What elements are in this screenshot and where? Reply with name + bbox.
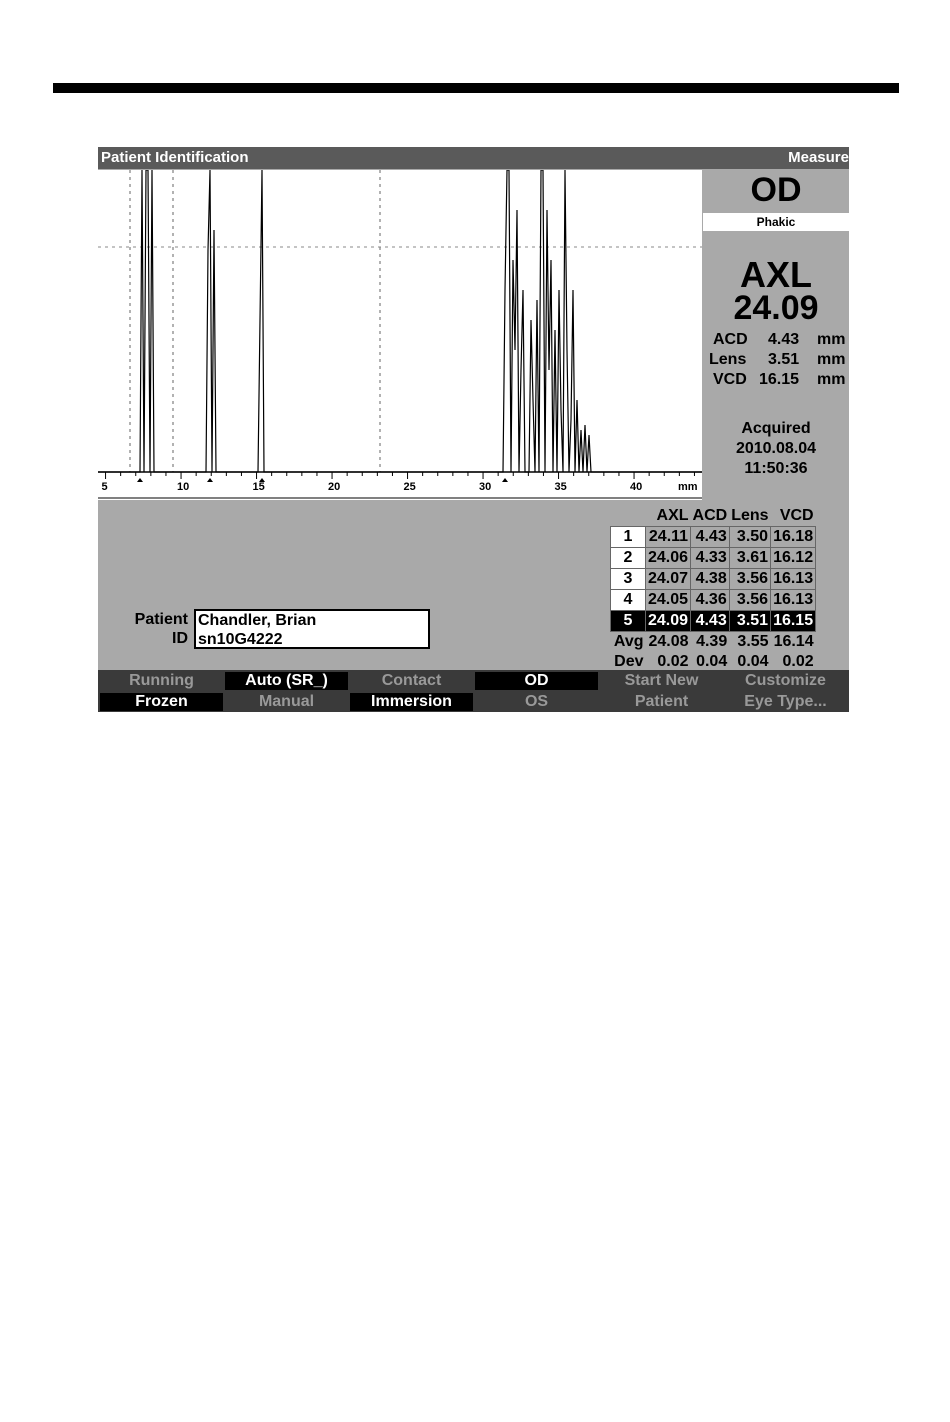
cell-axl: 24.11 (646, 527, 691, 548)
biometer-screen (98, 147, 849, 712)
vcd-unit: mm (817, 371, 846, 388)
a-scan-plot[interactable] (98, 170, 702, 500)
window-title: Patient Identification (101, 149, 249, 166)
customize-button[interactable]: Customize (745, 672, 826, 689)
row-number: 4 (611, 590, 646, 611)
dev-vcd: 0.02 (782, 653, 814, 670)
tick-label: 35 (554, 481, 567, 493)
cell-acd: 4.33 (691, 548, 730, 569)
tick-label: 15 (252, 481, 265, 493)
avg-axl: 24.08 (648, 633, 689, 650)
table-header-axl: AXL (656, 507, 689, 524)
dev-acd: 0.04 (696, 653, 728, 670)
table-row-selected[interactable] (611, 611, 816, 632)
eye-type-label: Phakic (703, 213, 849, 231)
table-row[interactable] (611, 590, 816, 611)
os-button[interactable]: OS (524, 693, 549, 710)
acd-unit: mm (817, 331, 846, 348)
row-number: 2 (611, 548, 646, 569)
tick-label: mm (678, 481, 698, 493)
patient-label: Patient (134, 611, 188, 628)
table-row[interactable] (611, 548, 816, 569)
dev-label: Dev (614, 653, 644, 670)
avg-acd: 4.39 (696, 633, 728, 650)
axl-label: AXL (740, 254, 812, 295)
cell-acd: 4.43 (691, 611, 730, 632)
tick-label: 5 (101, 481, 108, 493)
deviation-row (611, 652, 816, 672)
manual-button[interactable]: Manual (258, 693, 315, 710)
cell-acd: 4.36 (691, 590, 730, 611)
cell-axl: 24.07 (646, 569, 691, 590)
readings-table (610, 506, 816, 672)
tick-label: 30 (479, 481, 492, 493)
cell-lens: 3.61 (729, 548, 770, 569)
cell-axl: 24.05 (646, 590, 691, 611)
cell-lens: 3.50 (729, 527, 770, 548)
row-number: 5 (611, 611, 646, 632)
page-top-rule (53, 83, 899, 93)
running-button[interactable]: Running (129, 672, 194, 689)
tick-label: 20 (328, 481, 341, 493)
cell-axl: 24.09 (646, 611, 691, 632)
result-panel (703, 170, 849, 500)
table-row[interactable] (611, 569, 816, 590)
cell-vcd: 16.15 (771, 611, 816, 632)
eye-label: OD (750, 171, 802, 209)
row-number: 3 (611, 569, 646, 590)
cell-vcd: 16.13 (771, 569, 816, 590)
start-new-patient-label[interactable]: Patient (634, 693, 689, 710)
axl-value: 24.09 (733, 289, 819, 327)
dev-axl: 0.02 (657, 653, 689, 670)
cell-lens: 3.51 (729, 611, 770, 632)
tick-label: 10 (177, 481, 190, 493)
table-header-acd: ACD (692, 507, 728, 524)
eye-type-button[interactable]: Eye Type... (744, 693, 827, 710)
acquired-label: Acquired (741, 420, 811, 437)
readings-header-row (611, 506, 816, 527)
mode-label: Measure (788, 149, 849, 166)
tick-label: 25 (403, 481, 416, 493)
lens-value: 3.51 (768, 351, 800, 368)
vcd-value: 16.15 (759, 371, 800, 388)
dev-lens: 0.04 (737, 653, 769, 670)
cell-acd: 4.43 (691, 527, 730, 548)
lens-unit: mm (817, 351, 846, 368)
table-header-empty (611, 506, 646, 527)
average-row (611, 632, 816, 653)
patient-id[interactable]: sn10G4222 (198, 631, 283, 648)
lower-panel (98, 502, 849, 670)
cell-vcd: 16.13 (771, 590, 816, 611)
table-header-vcd: VCD (779, 507, 814, 524)
cell-acd: 4.38 (691, 569, 730, 590)
table-row[interactable] (611, 527, 816, 548)
acquired-time: 11:50:36 (744, 460, 808, 477)
gate-marker (137, 478, 143, 482)
patient-name[interactable]: Chandler, Brian (198, 612, 317, 629)
contact-button[interactable]: Contact (381, 672, 442, 689)
echo-waveform (98, 170, 702, 472)
vcd-label: VCD (713, 371, 747, 388)
cell-lens: 3.56 (729, 590, 770, 611)
cell-lens: 3.56 (729, 569, 770, 590)
immersion-button[interactable]: Immersion (350, 693, 473, 711)
od-button[interactable]: OD (475, 672, 598, 690)
gate-marker (207, 478, 213, 482)
cell-axl: 24.06 (646, 548, 691, 569)
tick-label: 40 (630, 481, 643, 493)
lens-label: Lens (709, 351, 747, 368)
frozen-button[interactable]: Frozen (100, 693, 223, 711)
a-scan-waveform (98, 170, 702, 500)
patient-info-field[interactable] (194, 609, 430, 649)
auto-button[interactable]: Auto (SR_) (225, 672, 348, 690)
start-new-button[interactable]: Start New (624, 672, 699, 689)
avg-vcd: 16.14 (773, 633, 814, 650)
acquired-date: 2010.08.04 (735, 440, 817, 457)
acd-value: 4.43 (768, 331, 800, 348)
id-label: ID (172, 630, 188, 647)
gate-marker (502, 478, 508, 482)
avg-label: Avg (613, 633, 644, 650)
cell-vcd: 16.18 (771, 527, 816, 548)
cell-vcd: 16.12 (771, 548, 816, 569)
x-axis-ticks (106, 472, 695, 479)
title-bar (98, 147, 849, 169)
softkey-bar (98, 670, 849, 712)
avg-lens: 3.55 (737, 633, 769, 650)
row-number: 1 (611, 527, 646, 548)
table-header-lens: Lens (731, 507, 769, 524)
acd-label: ACD (713, 331, 748, 348)
